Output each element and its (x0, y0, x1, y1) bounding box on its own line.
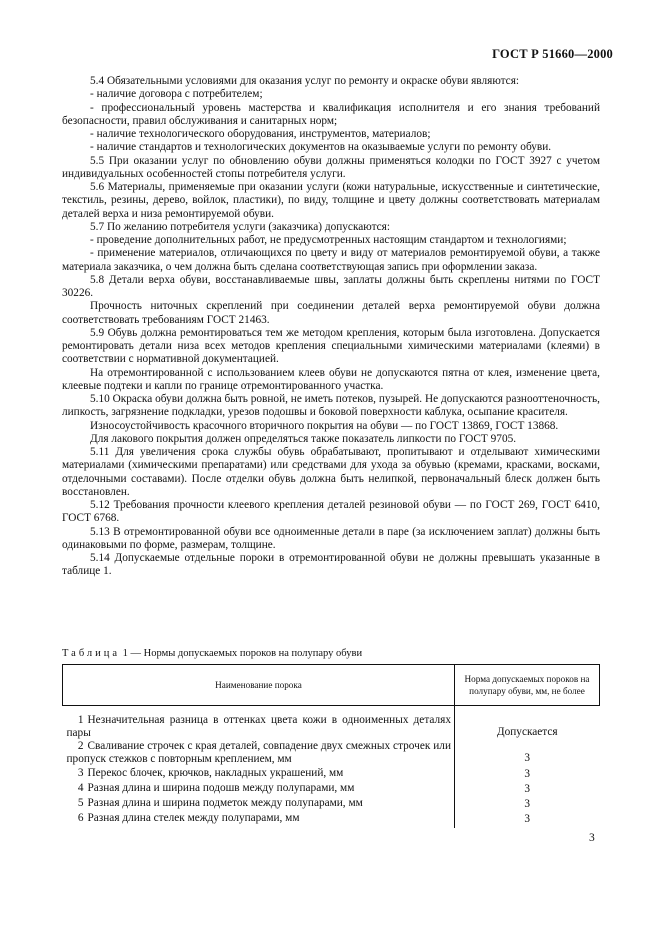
row-number: 5 (77, 797, 84, 809)
defects-table (62, 664, 600, 828)
table-row (63, 782, 600, 797)
paragraph: - проведение дополнительных работ, не предусмотренных настоящим стандартом и технологиями; (90, 234, 567, 246)
norm-value: 3 (455, 797, 600, 812)
column-header-norm: Норма допускаемых пороков на полупару обуви, мм, не более (455, 665, 600, 706)
table-caption (62, 648, 362, 659)
document-body (62, 75, 600, 579)
paragraph: На отремонтированной с использованием клеев обуви не допускаются пятна от клея, изменение цвета, клеевые подтеки и капли по границе отремонтированного участка. (62, 366, 600, 392)
paragraph: 5.11 Для увеличения срока службы обувь обрабатывают, пропитывают и отделывают химическими материалами (химическими препаратами) или средствами для ухода за обувью (кремами, красками, восками, отделочными составами). После отделки обувь должна быть нелипкой, первоначальный блеск должен быть восстановлен. (62, 446, 600, 498)
column-header-defect: Наименование порока (63, 665, 455, 706)
defect-name: Перекос блочек, крючков, накладных украшений, мм (87, 766, 344, 779)
paragraph: 5.13 В отремонтированной обуви все одноименные детали в паре (за исключением заплат) должны быть одинаковыми по форме, размерам, толщине. (62, 525, 600, 551)
paragraph: Для лакового покрытия должен определяться также показатель липкости по ГОСТ 9705. (90, 432, 517, 445)
paragraph: 5.8 Детали верха обуви, восстанавливаемые швы, заплаты должны быть скреплены нитями по ГОСТ 30226. (62, 273, 600, 299)
row-number: 2 (77, 740, 84, 752)
paragraph: 5.14 Допускаемые отдельные пороки в отремонтированной обуви не должны превышать указанные в таблице 1. (62, 552, 600, 578)
defect-name: Разная длина и ширина подметок между полупарами, мм (87, 797, 363, 809)
row-number: 4 (77, 781, 84, 794)
paragraph: - наличие договора с потребителем; (90, 88, 263, 101)
table-row (63, 714, 600, 741)
paragraph: - наличие технологического оборудования, инструментов, материалов; (90, 128, 431, 140)
paragraph: Прочность ниточных скреплений при соединении деталей верха ремонтируемой обуви должна соответствовать требованиям ГОСТ 21463. (62, 300, 600, 326)
page-number: 3 (589, 832, 595, 844)
paragraph: - профессиональный уровень мастерства и квалификация исполнителя и его знания требований безопасности, правил обслуживания и санитарных норм; (62, 101, 600, 127)
table-row (63, 797, 600, 812)
norm-value: 3 (455, 767, 600, 782)
defect-name: Сваливание строчек с края деталей, совпадение двух смежных строчек или пропуск стежков с повторным креплением, мм (66, 740, 451, 766)
defect-name: Разная длина стелек между полупарами, мм (87, 812, 300, 825)
paragraph: 5.4 Обязательными условиями для оказания услуг по ремонту и окраске обуви являются: (90, 75, 520, 87)
paragraph: 5.10 Окраска обуви должна быть ровной, не иметь потеков, пузырей. Не допускаются разнооттеночность, липкость, загрязнение подкладки, урезов подошвы и боковой поверхности каблука, осыпание красителя. (62, 393, 600, 419)
paragraph: 5.5 При оказании услуг по обновлению обуви должны применяться колодки по ГОСТ 3927 с учетом индивидуальных особенностей стопы потребителя услуги. (62, 154, 600, 180)
defect-name: Разная длина и ширина подошв между полупарами, мм (87, 781, 355, 794)
norm-value: Допускается (455, 714, 600, 741)
row-number: 1 (77, 713, 84, 726)
norm-value: 3 (455, 812, 600, 827)
norm-value: 3 (455, 740, 600, 767)
paragraph: Износоустойчивость красочного вторичного покрытия на обуви — по ГОСТ 13869, ГОСТ 13868. (90, 419, 559, 432)
standard-code-header: ГОСТ Р 51660—2000 (492, 47, 613, 61)
paragraph: 5.12 Требования прочности клеевого крепления деталей резиновой обуви — по ГОСТ 269, ГОСТ 6410, ГОСТ 6768. (62, 499, 600, 525)
paragraph: 5.9 Обувь должна ремонтироваться тем же методом крепления, которым была изготовлена. Допускается ремонтировать детали низа всех методов крепления специальными химическими материалами (клеями) в соответствии с нормативной документацией. (62, 326, 600, 366)
row-number: 6 (77, 812, 84, 825)
table-caption-label: Таблица (62, 648, 121, 659)
table-row (63, 767, 600, 782)
row-number: 3 (77, 766, 84, 779)
paragraph: - применение материалов, отличающихся по цвету и виду от материалов ремонтируемой обуви, а также материала заказчика, о чем должна быть сделана соответствующая запись при оформлении заказа. (62, 247, 600, 273)
paragraph: 5.6 Материалы, применяемые при оказании услуги (кожи натуральные, искусственные и синтетические, текстиль, резины, дерево, войлок, пластики), по виду, толщине и цвету должны соответствовать материалам деталей верха и низа ремонтируемой обуви. (62, 181, 600, 220)
paragraph: 5.7 По желанию потребителя услуги (заказчика) допускаются: (90, 220, 390, 233)
table-caption-text: 1 — Нормы допускаемых пороков на полупару обуви (122, 648, 363, 659)
table-header-row (63, 665, 600, 706)
table-spacer-row (63, 706, 600, 714)
paragraph: - наличие стандартов и технологических документов на оказываемые услуги по ремонту обуви. (90, 141, 552, 154)
norm-value: 3 (455, 782, 600, 797)
table-row (63, 740, 600, 767)
table-row (63, 812, 600, 827)
defect-name: Незначительная разница в оттенках цвета кожи в одноименных деталях пары (66, 713, 451, 739)
